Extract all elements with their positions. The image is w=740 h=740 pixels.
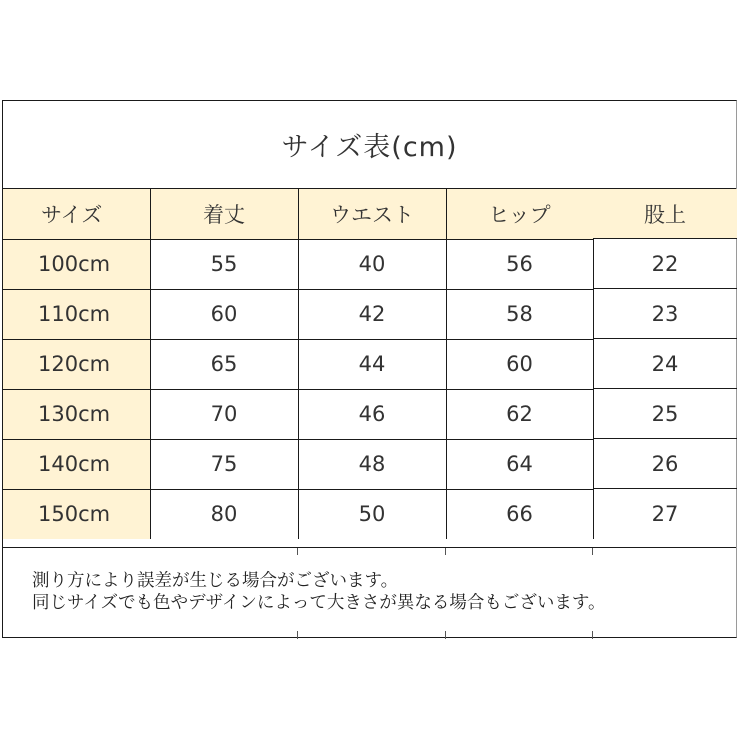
size-cell: 120cm [3,339,150,389]
size-cell: 140cm [3,439,150,489]
note-line: 測り方により誤差が生じる場合がございます。 [32,571,399,591]
table-row [3,339,593,389]
waist-cell: 44 [298,339,446,389]
hip-cell: 64 [446,439,593,489]
size-chart [2,100,737,638]
hip-cell: 56 [446,239,593,289]
size-cell: 100cm [3,239,150,289]
rise-cell: 25 [593,389,737,439]
hip-cell: 60 [446,339,593,389]
header-rise: 股上 [593,189,737,239]
table-row [3,239,593,289]
length-cell: 75 [150,439,298,489]
size-cell: 130cm [3,389,150,439]
measurement-notes [3,547,736,639]
waist-cell: 46 [298,389,446,439]
length-cell: 55 [150,239,298,289]
length-cell: 70 [150,389,298,439]
size-cell: 150cm [3,489,150,539]
waist-cell: 48 [298,439,446,489]
rise-column [593,189,737,539]
header-hip: ヒップ [446,189,593,239]
header-waist: ウエスト [298,189,446,239]
waist-cell: 42 [298,289,446,339]
rise-cell: 24 [593,339,737,389]
hip-cell: 62 [446,389,593,439]
table-row [3,289,593,339]
waist-cell: 40 [298,239,446,289]
rise-cell: 23 [593,289,737,339]
hip-cell: 66 [446,489,593,539]
chart-title: サイズ表(cm) [281,132,458,163]
rise-cell: 27 [651,502,679,526]
rise-cell: 26 [593,439,737,489]
header-size: サイズ [3,189,150,239]
length-cell: 60 [150,289,298,339]
hip-cell: 58 [446,289,593,339]
title-bar [3,101,736,189]
header-row [3,189,593,239]
note-line: 同じサイズでも色やデザインによって大きさが異なる場合もございます。 [32,593,606,613]
rise-cell: 22 [593,239,737,289]
table-row [3,489,593,539]
length-cell: 80 [150,489,298,539]
header-length: 着丈 [150,189,298,239]
table-row [3,439,593,489]
table-row [3,389,593,439]
waist-cell: 50 [298,489,446,539]
length-cell: 65 [150,339,298,389]
size-cell: 110cm [3,289,150,339]
size-table [3,189,594,539]
